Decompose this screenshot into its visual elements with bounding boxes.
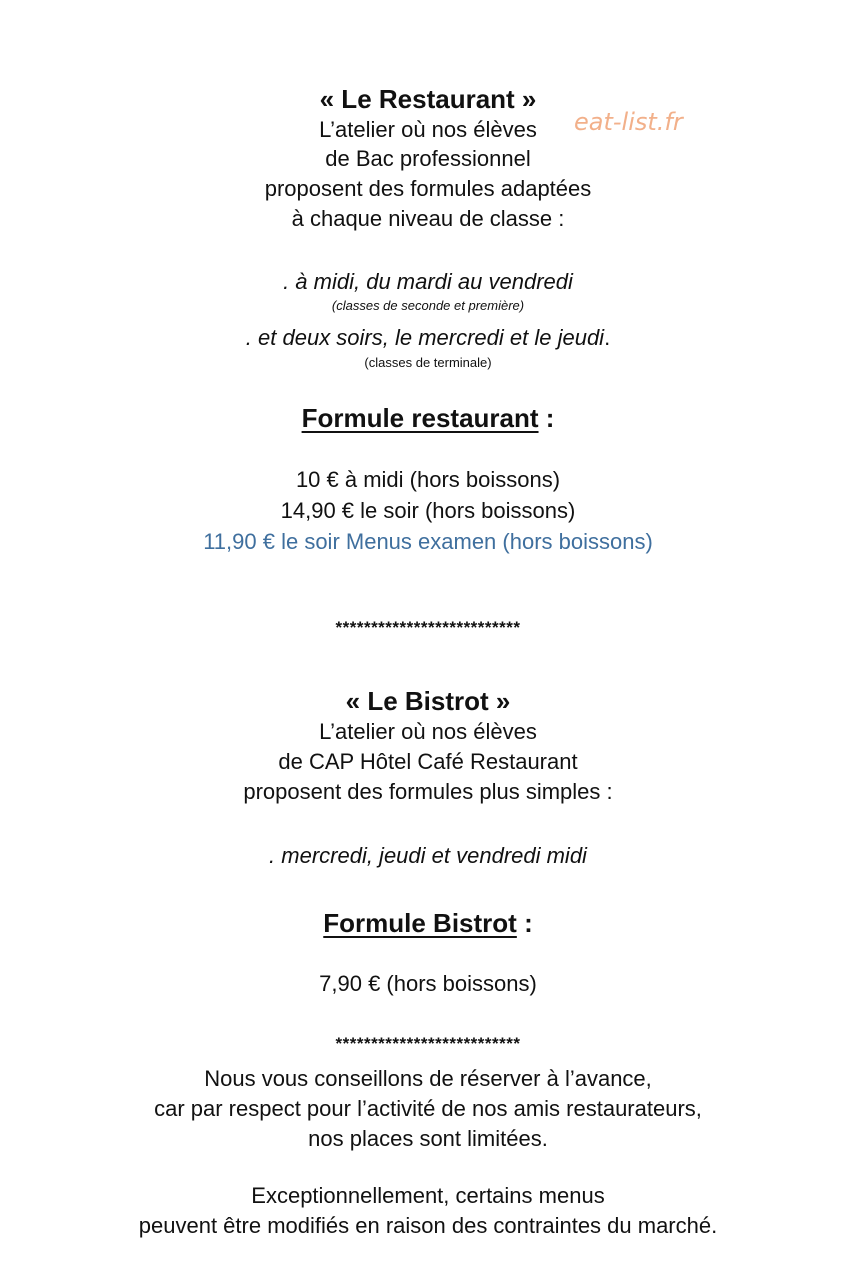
notice-exception-line-2: peuvent être modifiés en raison des contraintes du marché.: [138, 1213, 718, 1238]
restaurant-schedule-soir-end: .: [604, 325, 611, 350]
notice-exception-line-1: Exceptionnellement, certains menus: [251, 1183, 605, 1208]
bistrot-schedule: . mercredi, jeudi et vendredi midi: [269, 843, 587, 868]
restaurant-schedule-soir-text: . et deux soirs, le mercredi et le jeudi: [245, 325, 605, 350]
notice-reserve-line-2: car par respect pour l’activité de nos amis restaurateurs,: [154, 1096, 702, 1121]
restaurant-schedule-midi: . à midi, du mardi au vendredi: [283, 269, 573, 294]
restaurant-formula-heading-suffix: :: [538, 403, 555, 433]
restaurant-formula-heading-text: Formule restaurant: [301, 403, 539, 433]
bistrot-intro-line-2: de CAP Hôtel Café Restaurant: [278, 749, 578, 774]
restaurant-schedule-soir: [0, 325, 856, 351]
restaurant-intro-line-3: proposent des formules adaptées: [264, 176, 592, 201]
bistrot-intro-line-3: proposent des formules plus simples :: [243, 779, 613, 804]
restaurant-schedule-soir-note: (classes de terminale): [364, 355, 492, 370]
separator-2: **************************: [335, 1034, 521, 1053]
bistrot-price: 7,90 € (hors boissons): [319, 971, 537, 996]
restaurant-intro-line-4: à chaque niveau de classe :: [291, 206, 565, 231]
restaurant-schedule-midi-note: (classes de seconde et première): [331, 298, 525, 313]
bistrot-formula-heading-text: Formule Bistrot: [323, 908, 517, 938]
restaurant-price-soir: 14,90 € le soir (hors boissons): [280, 498, 576, 523]
restaurant-formula-heading: [0, 403, 856, 433]
restaurant-intro-line-1: L’atelier où nos élèves: [319, 117, 537, 142]
separator-1: **************************: [335, 618, 521, 637]
restaurant-price-midi: 10 € à midi (hors boissons): [295, 467, 561, 492]
restaurant-price-exam: 11,90 € le soir Menus examen (hors boissons): [203, 529, 653, 554]
bistrot-formula-heading-suffix: :: [516, 908, 533, 938]
bistrot-title: « Le Bistrot »: [345, 686, 511, 716]
notice-reserve-line-3: nos places sont limitées.: [308, 1126, 548, 1151]
restaurant-title: « Le Restaurant »: [319, 84, 537, 114]
watermark: eat-list.fr: [574, 108, 683, 136]
restaurant-intro-line-2: de Bac professionnel: [325, 146, 531, 171]
bistrot-formula-heading: [0, 908, 856, 938]
notice-reserve-line-1: Nous vous conseillons de réserver à l’avance,: [204, 1066, 652, 1091]
bistrot-intro-line-1: L’atelier où nos élèves: [319, 719, 537, 744]
